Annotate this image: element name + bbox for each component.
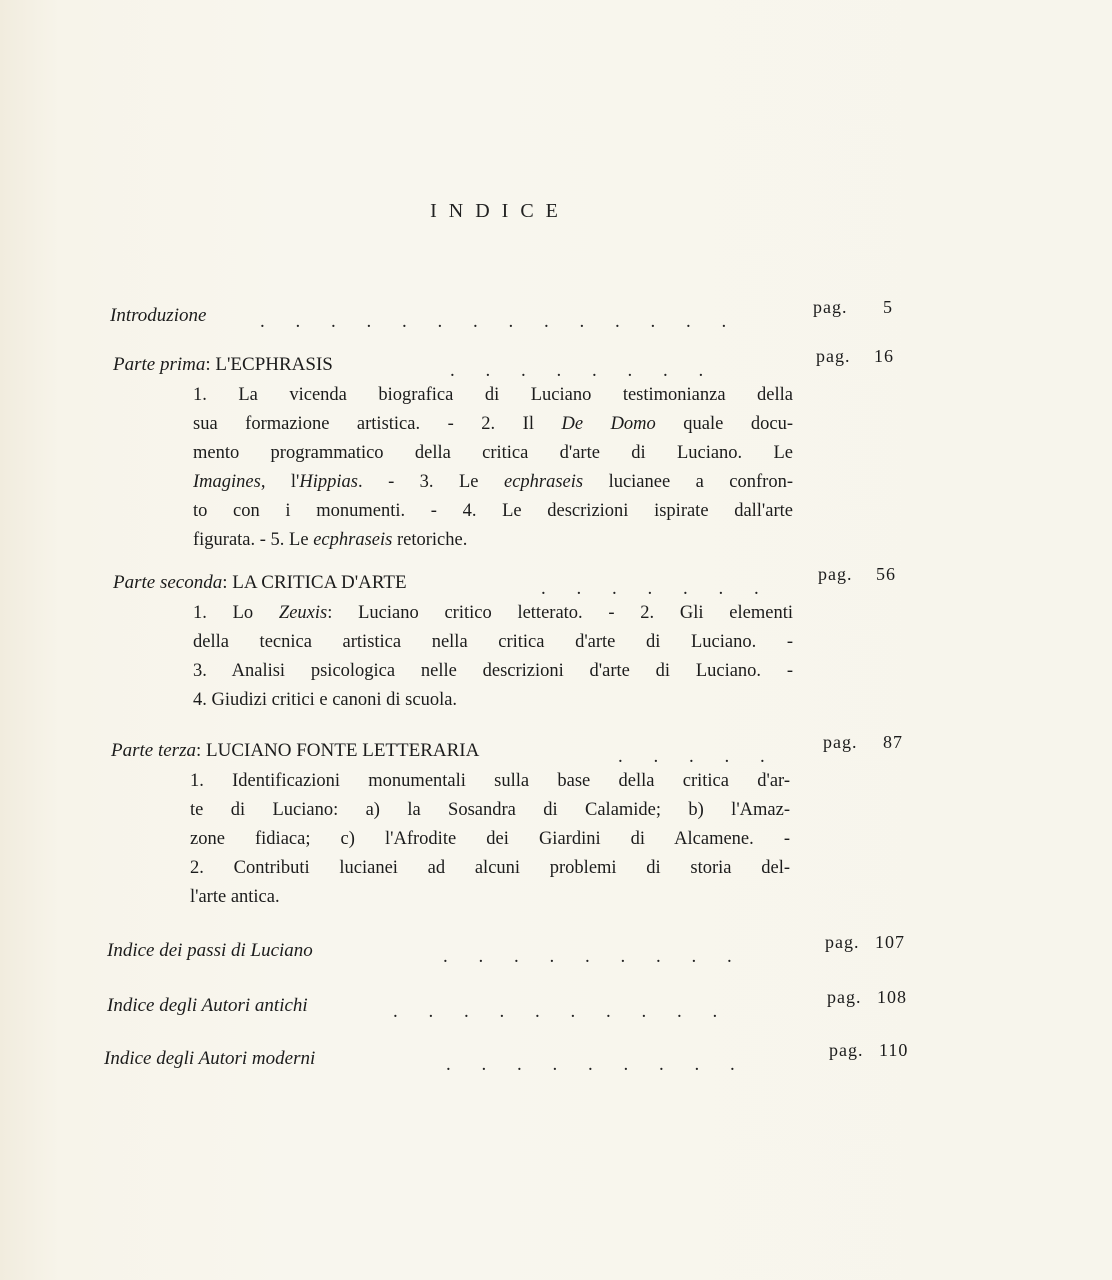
entry-description-parte-seconda bbox=[193, 599, 793, 715]
page-prefix: pag. bbox=[813, 297, 848, 317]
page-prefix: pag. bbox=[816, 346, 851, 366]
entry-label: Indice degli Autori moderni bbox=[104, 1048, 316, 1069]
page-number: 107 bbox=[875, 932, 905, 952]
page-number: 16 bbox=[874, 346, 894, 366]
entry-label-title: : LA CRITICA D'ARTE bbox=[222, 572, 407, 593]
dot-leader: . . . . . . . . bbox=[450, 360, 717, 381]
entry-label-italic: Parte seconda bbox=[113, 572, 223, 593]
entry-label: Indice degli Autori antichi bbox=[107, 995, 308, 1016]
page-number: 87 bbox=[883, 732, 903, 752]
dot-leader: . . . . . bbox=[618, 746, 778, 767]
toc-entry-parte-prima bbox=[113, 346, 913, 384]
dot-leader: . . . . . . . . . bbox=[446, 1054, 748, 1075]
description-line: l'arte antica. bbox=[190, 887, 280, 907]
description-line: della tecnica artistica nella critica d'arte di Luciano. - bbox=[193, 632, 793, 652]
dot-leader: . . . . . . . . . . . . . . bbox=[260, 311, 740, 332]
toc-entry-indice-antichi bbox=[107, 987, 907, 1025]
entry-description-parte-prima bbox=[193, 381, 793, 555]
page-prefix: pag. bbox=[823, 732, 858, 752]
entry-label-italic: Parte terza bbox=[111, 740, 196, 761]
entry-label: Introduzione bbox=[110, 305, 207, 326]
dot-leader: . . . . . . . . . . bbox=[393, 1001, 731, 1022]
description-line: 3. Analisi psicologica nelle descrizioni d'arte di Luciano. - bbox=[193, 661, 793, 681]
entry-label-italic: Parte prima bbox=[113, 354, 206, 375]
description-line: figurata. - 5. Le ecphraseis retoriche. bbox=[193, 530, 468, 550]
page-prefix: pag. bbox=[829, 1040, 864, 1060]
entry-label-title: : L'ECPHRASIS bbox=[205, 354, 333, 375]
toc-entry-parte-seconda bbox=[113, 564, 913, 602]
page-prefix: pag. bbox=[818, 564, 853, 584]
page-number: 5 bbox=[883, 297, 893, 317]
toc-entry-indice-passi bbox=[107, 932, 907, 970]
page-title: INDICE bbox=[430, 200, 570, 222]
description-line: to con i monumenti. - 4. Le descrizioni ispirate dall'arte bbox=[193, 501, 793, 521]
toc-entry-introduzione bbox=[110, 297, 910, 335]
page-number: 108 bbox=[877, 987, 907, 1007]
page-prefix: pag. bbox=[825, 932, 860, 952]
page-number: 56 bbox=[876, 564, 896, 584]
description-line: mento programmatico della critica d'arte di Luciano. Le bbox=[193, 443, 793, 463]
description-line: 1. La vicenda biografica di Luciano testimonianza della bbox=[193, 385, 793, 405]
description-line: Imagines, l'Hippias. - 3. Le ecphraseis lucianee a confron- bbox=[193, 472, 793, 492]
entry-label: Indice dei passi di Luciano bbox=[107, 940, 313, 961]
dot-leader: . . . . . . . bbox=[541, 578, 772, 599]
toc-entry-parte-terza bbox=[111, 732, 911, 770]
description-line: 2. Contributi lucianei ad alcuni problemi di storia del- bbox=[190, 858, 790, 878]
page-prefix: pag. bbox=[827, 987, 862, 1007]
page-number: 110 bbox=[879, 1040, 909, 1060]
description-line: 4. Giudizi critici e canoni di scuola. bbox=[193, 690, 458, 710]
toc-entry-indice-moderni bbox=[104, 1040, 909, 1078]
dot-leader: . . . . . . . . . bbox=[443, 946, 745, 967]
description-line: sua formazione artistica. - 2. Il De Domo quale docu- bbox=[193, 414, 793, 434]
description-line: 1. Identificazioni monumentali sulla base della critica d'ar- bbox=[190, 771, 790, 791]
description-line: 1. Lo Zeuxis: Luciano critico letterato. - 2. Gli elementi bbox=[193, 603, 793, 623]
description-line: zone fidiaca; c) l'Afrodite dei Giardini di Alcamene. - bbox=[190, 829, 790, 849]
description-line: te di Luciano: a) la Sosandra di Calamide; b) l'Amaz- bbox=[190, 800, 790, 820]
entry-description-parte-terza bbox=[190, 767, 790, 912]
entry-label-title: : LUCIANO FONTE LETTERARIA bbox=[195, 740, 480, 761]
